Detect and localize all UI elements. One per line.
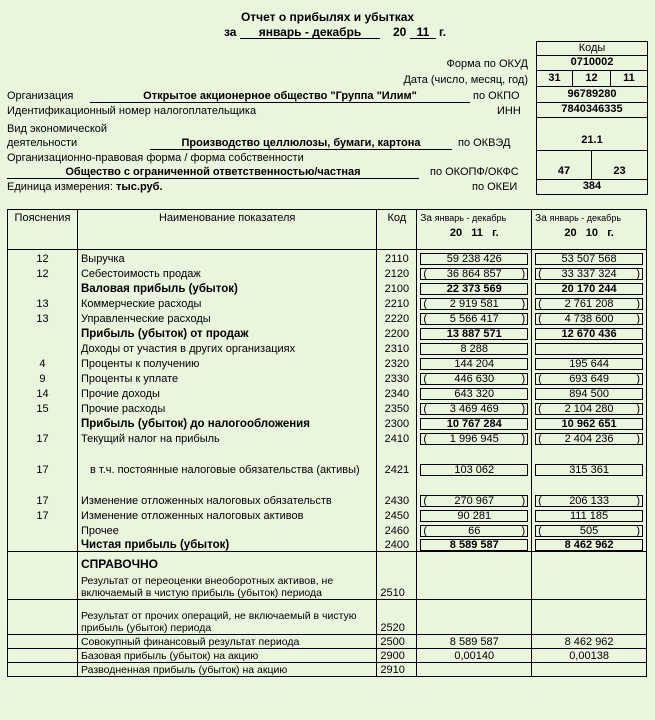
row-code: 2460 — [377, 522, 417, 537]
table-row — [8, 340, 647, 355]
prev-value-cell: ( 2 761 208 ) — [532, 295, 647, 310]
row-name: Прочие доходы — [77, 385, 376, 400]
ref-row-cur: 8 589 587 — [417, 635, 532, 649]
row-note: 9 — [8, 370, 78, 385]
row-code: 2210 — [377, 295, 417, 310]
report-title: Отчет о прибылях и убытках — [240, 10, 415, 24]
prev-value: 693 649 — [569, 372, 609, 385]
table-row — [8, 537, 647, 552]
cur-value: 59 238 426 — [446, 252, 502, 265]
okopf-value: 47 — [536, 151, 592, 180]
table-row — [8, 522, 647, 537]
reference-row — [8, 570, 647, 600]
row-name: Изменение отложенных налоговых активов — [77, 507, 376, 522]
cur-value: 446 630 — [454, 372, 495, 385]
ref-row-cur: 0,00140 — [417, 649, 532, 663]
okopf-label: по ОКОПФ/ОКФС — [430, 166, 519, 178]
cur-value-cell: ( 3 469 469 ) — [417, 400, 532, 415]
okved-value: 21.1 — [536, 118, 648, 151]
table-row — [8, 430, 647, 445]
row-name: Прибыль (убыток) от продаж — [77, 325, 376, 340]
row-note — [8, 522, 78, 537]
inn-label: Идентификационный номер налогоплательщика — [7, 105, 257, 117]
row-code: 2450 — [377, 507, 417, 522]
prev-value: 195 644 — [569, 357, 609, 370]
prev-value-cell — [532, 415, 647, 430]
row-note — [8, 415, 78, 430]
period-value: январь - декабрь — [258, 25, 362, 39]
row-code: 2220 — [377, 310, 417, 325]
prev-value: 20 170 244 — [561, 282, 617, 295]
cur-value: 643 320 — [454, 387, 495, 400]
reference-title-row — [8, 552, 647, 570]
row-note: 13 — [8, 295, 78, 310]
okud-value: 0710002 — [536, 56, 648, 71]
prev-value: 894 500 — [569, 387, 609, 400]
row-name: Проценты к уплате — [77, 370, 376, 385]
ref-row-name: Результат от переоценки внеоборотных активов, не включаемый в чистую прибыль (убыток) периода — [77, 570, 376, 600]
cur-value: 2 919 581 — [449, 297, 499, 310]
prev-value-cell: ( 2 104 280 ) — [532, 400, 647, 415]
row-code: 2100 — [377, 280, 417, 295]
year-value: 11 — [416, 25, 430, 39]
cur-value: 1 996 945 — [449, 432, 499, 445]
row-name: Прибыль (убыток) до налогообложения — [77, 415, 376, 430]
ref-row-cur — [417, 570, 532, 600]
row-code: 2421 — [377, 445, 417, 476]
prev-value: 505 — [579, 524, 599, 537]
cur-value: 13 887 571 — [446, 327, 502, 340]
ref-row-prev: 8 462 962 — [532, 635, 647, 649]
ref-row-code: 2510 — [377, 570, 417, 600]
cur-value-cell — [417, 415, 532, 430]
cur-value-cell — [417, 280, 532, 295]
cur-value: 66 — [468, 524, 481, 537]
ref-row-prev — [532, 663, 647, 677]
activity-value: Производство целлюлозы, бумаги, картона — [181, 137, 421, 149]
col-code-header: Код — [377, 210, 417, 250]
row-note — [8, 537, 78, 552]
reference-row — [8, 600, 647, 635]
cur-value: 8 589 587 — [449, 539, 499, 551]
ref-row-note — [8, 635, 78, 649]
row-name: Прочие расходы — [77, 400, 376, 415]
prev-value-cell: ( 693 649 ) — [532, 370, 647, 385]
row-note: 12 — [8, 250, 78, 265]
reference-row — [8, 663, 647, 677]
cur-value: 90 281 — [457, 509, 492, 522]
row-name: Текущий налог на прибыль — [77, 430, 376, 445]
col-notes-header: Пояснения — [8, 210, 78, 250]
form-label: Организационно-правовая форма / форма собственности — [7, 152, 304, 164]
row-code: 2350 — [377, 400, 417, 415]
date-month: 12 — [573, 71, 611, 87]
row-name: Валовая прибыль (убыток) — [77, 280, 376, 295]
prev-value: 33 337 324 — [561, 267, 617, 280]
row-note — [8, 325, 78, 340]
date-year: 11 — [611, 71, 648, 87]
row-name: в т.ч. постоянные налоговые обязательства (активы) — [77, 445, 376, 476]
row-code: 2320 — [377, 355, 417, 370]
table-row — [8, 265, 647, 280]
ref-row-code: 2910 — [377, 663, 417, 677]
row-note — [8, 340, 78, 355]
row-note: 17 — [8, 430, 78, 445]
row-code: 2200 — [377, 325, 417, 340]
prev-value: 111 185 — [570, 509, 609, 522]
prev-value: 8 462 962 — [564, 539, 614, 551]
row-name: Прочее — [77, 522, 376, 537]
prev-value: 315 361 — [569, 463, 609, 476]
col-previous-header: За январь - декабрь 20 10 г. — [532, 210, 647, 250]
ref-row-cur — [417, 600, 532, 635]
ref-row-code: 2500 — [377, 635, 417, 649]
ref-row-name: Результат от прочих операций, не включаемый в чистую прибыль (убыток) периода — [77, 600, 376, 635]
prev-value: 12 670 436 — [561, 327, 617, 340]
row-name: Чистая прибыль (убыток) — [77, 537, 376, 552]
prev-value: 10 962 651 — [561, 417, 617, 430]
reference-title: СПРАВОЧНО — [77, 552, 376, 570]
cur-value-cell — [417, 537, 532, 552]
prev-value: 2 761 208 — [564, 297, 614, 310]
okpo-label: по ОКПО — [473, 90, 520, 102]
cur-value-cell — [417, 445, 532, 476]
table-row — [8, 385, 647, 400]
row-note: 17 — [8, 445, 78, 476]
prev-value-cell — [532, 507, 647, 522]
okved-label: по ОКВЭД — [458, 137, 511, 149]
table-row — [8, 370, 647, 385]
cur-value-cell: ( 446 630 ) — [417, 370, 532, 385]
cur-value: 22 373 569 — [446, 282, 502, 295]
okei-value: 384 — [536, 180, 648, 195]
table-row — [8, 507, 647, 522]
okpo-value: 96789280 — [536, 87, 648, 103]
row-note: 14 — [8, 385, 78, 400]
cur-value: 10 767 284 — [446, 417, 502, 430]
date-day: 31 — [536, 71, 573, 87]
ref-row-name: Совокупный финансовый результат периода — [77, 635, 376, 649]
cur-value-cell — [417, 325, 532, 340]
row-name: Изменение отложенных налоговых обязательств — [77, 476, 376, 507]
ref-row-prev — [532, 600, 647, 635]
year-prefix: 20 — [393, 25, 407, 39]
row-note: 17 — [8, 476, 78, 507]
table-row — [8, 355, 647, 370]
row-name: Управленческие расходы — [77, 310, 376, 325]
row-code: 2310 — [377, 340, 417, 355]
prev-value-cell — [532, 445, 647, 476]
table-row — [8, 325, 647, 340]
row-note: 17 — [8, 507, 78, 522]
table-row — [8, 280, 647, 295]
ref-row-note — [8, 663, 78, 677]
table-row — [8, 295, 647, 310]
ref-row-note — [8, 570, 78, 600]
row-code: 2400 — [377, 537, 417, 552]
unit-value: тыс.руб. — [116, 181, 163, 193]
ref-cur-empty — [417, 552, 532, 570]
cur-value: 36 864 857 — [446, 267, 502, 280]
prev-value-cell — [532, 325, 647, 340]
okud-label: Форма по ОКУД — [446, 58, 528, 70]
form-value: Общество с ограниченной ответственностью/частная — [65, 166, 361, 178]
cur-value-cell — [417, 385, 532, 400]
prev-value-cell — [532, 355, 647, 370]
cur-value: 270 967 — [454, 494, 495, 507]
table-row — [8, 415, 647, 430]
row-note: 12 — [8, 265, 78, 280]
row-code: 2340 — [377, 385, 417, 400]
ref-row-prev: 0,00138 — [532, 649, 647, 663]
cur-value: 144 204 — [454, 357, 495, 370]
period-prefix: за — [224, 25, 237, 39]
codes-header: Коды — [536, 41, 648, 56]
row-name: Выручка — [77, 250, 376, 265]
activity-label-2: деятельности — [7, 137, 78, 149]
ref-note-empty — [8, 552, 78, 570]
reference-row — [8, 649, 647, 663]
row-note: 15 — [8, 400, 78, 415]
ref-row-code: 2520 — [377, 600, 417, 635]
cur-value: 8 288 — [460, 342, 489, 355]
unit-label: Единица измерения: — [7, 181, 113, 193]
okfs-value: 23 — [592, 151, 648, 180]
prev-value-cell — [532, 250, 647, 265]
row-note: 4 — [8, 355, 78, 370]
col-current-header: За январь - декабрь 20 11 г. — [417, 210, 532, 250]
cur-value-cell — [417, 355, 532, 370]
prev-value: 53 507 568 — [561, 252, 617, 265]
inn-short-label: ИНН — [497, 105, 521, 117]
cur-value: 5 566 417 — [449, 312, 499, 325]
cur-value: 3 469 469 — [449, 402, 499, 415]
prev-value: 4 738 600 — [564, 312, 614, 325]
ref-row-note — [8, 600, 78, 635]
report-table — [7, 209, 647, 677]
prev-value: 2 104 280 — [564, 402, 614, 415]
cur-value-cell: ( 66 ) — [417, 522, 532, 537]
cur-value-cell: ( 2 919 581 ) — [417, 295, 532, 310]
year-suffix: г. — [439, 25, 447, 39]
cur-value-cell: ( 270 967 ) — [417, 476, 532, 507]
prev-value-cell: ( 4 738 600 ) — [532, 310, 647, 325]
prev-value-cell: ( 206 133 ) — [532, 476, 647, 507]
row-code: 2330 — [377, 370, 417, 385]
cur-value-cell: ( 5 566 417 ) — [417, 310, 532, 325]
prev-value-cell — [532, 280, 647, 295]
prev-value-cell: ( 33 337 324 ) — [532, 265, 647, 280]
table-row — [8, 400, 647, 415]
row-name: Себестоимость продаж — [77, 265, 376, 280]
ref-row-name: Разводненная прибыль (убыток) на акцию — [77, 663, 376, 677]
row-code: 2300 — [377, 415, 417, 430]
okei-label: по ОКЕИ — [472, 181, 518, 193]
row-note: 13 — [8, 310, 78, 325]
ref-code-empty — [377, 552, 417, 570]
row-code: 2120 — [377, 265, 417, 280]
table-row — [8, 445, 647, 476]
ref-prev-empty — [532, 552, 647, 570]
org-label: Организация — [7, 90, 74, 102]
table-row — [8, 310, 647, 325]
row-code: 2410 — [377, 430, 417, 445]
cur-value-cell — [417, 340, 532, 355]
row-code: 2430 — [377, 476, 417, 507]
activity-label-1: Вид экономической — [7, 123, 108, 135]
ref-row-note — [8, 649, 78, 663]
prev-value-cell: ( 505 ) — [532, 522, 647, 537]
cur-value-cell: ( 1 996 945 ) — [417, 430, 532, 445]
cur-value-cell — [417, 250, 532, 265]
ref-row-prev — [532, 570, 647, 600]
date-label: Дата (число, месяц, год) — [403, 74, 528, 86]
prev-value: 2 404 236 — [564, 432, 614, 445]
prev-value-cell — [532, 340, 647, 355]
row-name: Коммерческие расходы — [77, 295, 376, 310]
prev-value-cell: ( 2 404 236 ) — [532, 430, 647, 445]
reference-row — [8, 635, 647, 649]
cur-value-cell — [417, 507, 532, 522]
row-name: Доходы от участия в других организациях — [77, 340, 376, 355]
prev-value: 206 133 — [569, 494, 609, 507]
row-code: 2110 — [377, 250, 417, 265]
col-name-header: Наименование показателя — [77, 210, 376, 250]
row-name: Проценты к получению — [77, 355, 376, 370]
org-value: Открытое акционерное общество "Группа "Илим" — [143, 90, 417, 102]
inn-value: 7840346335 — [536, 103, 648, 118]
table-row — [8, 476, 647, 507]
ref-row-code: 2900 — [377, 649, 417, 663]
prev-value-cell — [532, 537, 647, 552]
prev-value-cell — [532, 385, 647, 400]
cur-value: 103 062 — [454, 463, 495, 476]
ref-row-name: Базовая прибыль (убыток) на акцию — [77, 649, 376, 663]
cur-value-cell: ( 36 864 857 ) — [417, 265, 532, 280]
row-note — [8, 280, 78, 295]
table-row — [8, 250, 647, 265]
ref-row-cur — [417, 663, 532, 677]
